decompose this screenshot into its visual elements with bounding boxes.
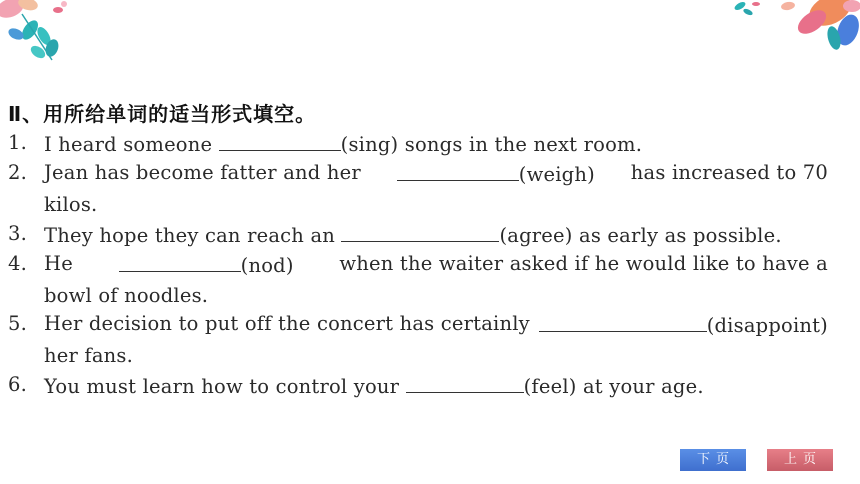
item-continuation: kilos. <box>44 193 98 216</box>
floral-decoration-right-icon <box>730 0 860 55</box>
item-text-after: when the waiter asked if he would like to have a <box>339 252 828 275</box>
answer-blank-1[interactable] <box>219 128 341 151</box>
exercise-item-5 <box>8 309 828 371</box>
exercise-item-3 <box>8 219 828 251</box>
item-text-before: They hope they can reach an <box>44 224 336 247</box>
item-continuation: her fans. <box>44 344 134 367</box>
item-number: 1. <box>8 131 28 154</box>
answer-blank-6[interactable] <box>406 370 524 393</box>
item-text-before: He <box>44 252 73 275</box>
item-number: 4. <box>8 252 28 275</box>
next-page-button[interactable]: 下页 <box>680 449 746 471</box>
item-number: 5. <box>8 312 28 335</box>
word-hint: (weigh) <box>518 163 595 186</box>
floral-decoration-left-icon <box>0 0 80 70</box>
item-text-before: Her decision to put off the concert has certainly <box>44 312 530 335</box>
item-text-after: has increased to 70 <box>630 161 828 184</box>
exercise-item-1 <box>8 128 828 160</box>
item-number: 3. <box>8 222 28 245</box>
item-text-after: at your age. <box>582 375 704 398</box>
item-number: 6. <box>8 373 28 396</box>
exercise-item-4 <box>8 249 828 311</box>
exercise-item-2 <box>8 158 828 220</box>
word-hint: (nod) <box>240 254 294 277</box>
item-text-before: I heard someone <box>44 133 213 156</box>
item-text-before: You must learn how to control your <box>44 375 400 398</box>
section-title: Ⅱ、用所给单词的适当形式填空。 <box>8 102 317 126</box>
answer-blank-2[interactable] <box>397 158 519 181</box>
answer-blank-3[interactable] <box>341 219 499 242</box>
item-text-after: as early as possible. <box>579 224 782 247</box>
word-hint: (disappoint) <box>706 314 828 337</box>
item-continuation: bowl of noodles. <box>44 284 209 307</box>
item-text-after: songs in the next room. <box>404 133 643 156</box>
word-hint: (feel) <box>523 375 577 398</box>
item-text-before: Jean has become fatter and her <box>44 161 361 184</box>
answer-blank-5[interactable] <box>539 309 707 332</box>
word-hint: (sing) <box>340 133 399 156</box>
answer-blank-4[interactable] <box>119 249 241 272</box>
exercise-item-6 <box>8 370 828 402</box>
word-hint: (agree) <box>499 224 573 247</box>
item-number: 2. <box>8 161 28 184</box>
previous-page-button[interactable]: 上页 <box>767 449 833 471</box>
